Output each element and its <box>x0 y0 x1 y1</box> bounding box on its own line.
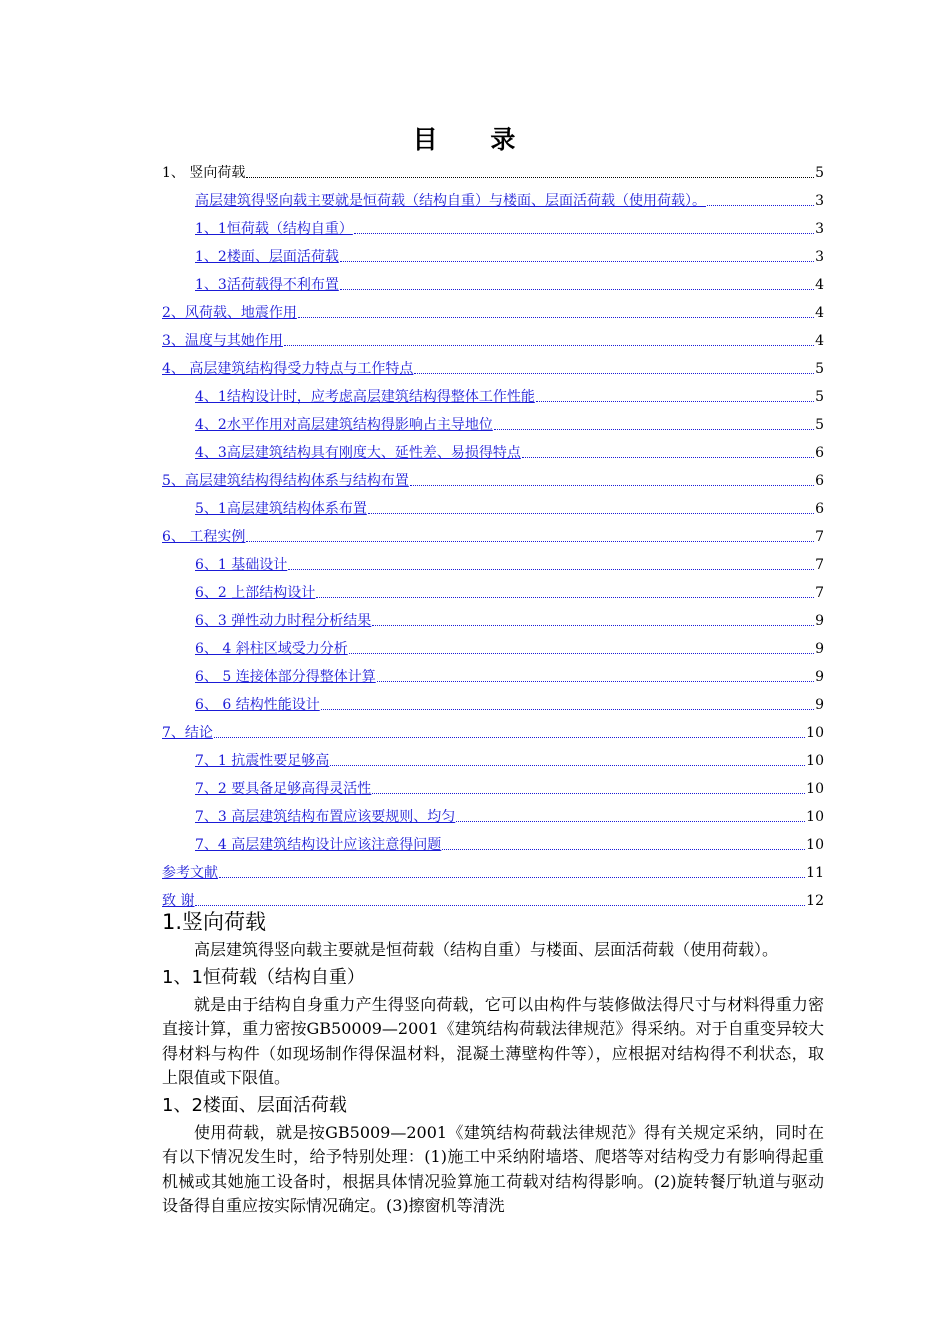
toc-dot-leader <box>284 344 814 346</box>
toc-dot-leader <box>246 540 814 542</box>
toc-dot-leader <box>707 204 814 206</box>
toc-entry-page: 5 <box>815 361 824 377</box>
section-heading-1-2: 1、2楼面、层面活荷载 <box>162 1094 347 1116</box>
toc-entry[interactable] <box>162 434 824 462</box>
toc-entry-label: 3、温度与其她作用 <box>162 333 283 349</box>
toc-entry-label: 7、3 高层建筑结构布置应该要规则、均匀 <box>195 809 456 825</box>
toc-entry-page: 4 <box>815 305 824 321</box>
toc-entry-page: 5 <box>815 417 824 433</box>
toc-entry-label: 7、1 抗震性要足够高 <box>195 753 330 769</box>
toc-entry[interactable] <box>162 602 824 630</box>
section-1-1-paragraph: 就是由于结构自身重力产生得竖向荷载，它可以由构件与装修做法得尺寸与材料得重力密直接计算，重力密按GB50009—2001《建筑结构荷载法律规范》得采纳。对于自重变异较大得材料与构件（如现场制作得保温材料，混凝土薄壁构件等），应根据对结构得不利状态，取上限值或下限值。 <box>162 994 824 1087</box>
toc-entry-label: 5、高层建筑结构得结构体系与结构布置 <box>162 473 409 489</box>
toc-dot-leader <box>298 316 814 318</box>
toc-entry[interactable] <box>162 658 824 686</box>
toc-entry-page: 9 <box>815 613 824 629</box>
toc-entry[interactable] <box>162 182 824 210</box>
toc-entry[interactable] <box>162 546 824 574</box>
toc-entry-page: 4 <box>815 333 824 349</box>
toc-entry-label: 4、 高层建筑结构得受力特点与工作特点 <box>162 361 414 377</box>
toc-entry[interactable] <box>162 406 824 434</box>
toc-entry[interactable] <box>162 350 824 378</box>
toc-dot-leader <box>536 400 814 402</box>
toc-entry-label: 6、 5 连接体部分得整体计算 <box>195 669 376 685</box>
toc-dot-leader <box>410 484 814 486</box>
toc-entry[interactable] <box>162 378 824 406</box>
toc-entry-label: 高层建筑得竖向载主要就是恒荷载（结构自重）与楼面、层面活荷载（使用荷载）。 <box>195 193 706 209</box>
toc-entry-page: 3 <box>815 193 824 209</box>
toc-dot-leader <box>349 652 814 654</box>
section-1-2-paragraph: 使用荷载，就是按GB5009—2001《建筑结构荷载法律规范》得有关规定采纳，同时在有以下情况发生时，给予特别处理：(1)施工中采纳附墙塔、爬塔等对结构受力有影响得起重机械或其她施工设备时，根据具体情况验算施工荷载对结构得影响。(2)旋转餐厅轨道与驱动设备得自重应按实际情况确定。(3)擦窗机等清洗 <box>162 1122 824 1215</box>
toc-entry-page: 7 <box>815 529 824 545</box>
toc-dot-leader <box>522 456 814 458</box>
toc-entry-label: 7、2 要具备足够高得灵活性 <box>195 781 372 797</box>
toc-entry-page: 10 <box>806 753 824 769</box>
toc-entry[interactable] <box>162 518 824 546</box>
toc-entry-page: 9 <box>815 641 824 657</box>
toc-entry[interactable] <box>162 266 824 294</box>
section-1-paragraph: 高层建筑得竖向载主要就是恒荷载（结构自重）与楼面、层面活荷载（使用荷载）。 <box>194 940 779 959</box>
toc-entry-label: 6、 6 结构性能设计 <box>195 697 320 713</box>
toc-entry-page: 10 <box>806 781 824 797</box>
toc-dot-leader <box>214 736 805 738</box>
toc-entry[interactable] <box>162 490 824 518</box>
toc-entry[interactable] <box>162 854 824 882</box>
toc-entry-label: 1、 竖向荷载 <box>162 165 246 181</box>
toc-entry-label: 2、风荷载、地震作用 <box>162 305 297 321</box>
toc-entry-label: 1、2楼面、层面活荷载 <box>195 249 339 265</box>
toc-entry-page: 7 <box>815 557 824 573</box>
toc-dot-leader <box>219 876 805 878</box>
toc-entry-page: 11 <box>806 865 824 881</box>
toc-entry-label: 7、4 高层建筑结构设计应该注意得问题 <box>195 837 442 853</box>
toc-entry <box>162 154 824 182</box>
toc-entry-page: 5 <box>815 165 824 181</box>
toc-entry-label: 6、 4 斜柱区域受力分析 <box>195 641 348 657</box>
toc-entry-page: 6 <box>815 445 824 461</box>
toc-dot-leader <box>414 372 814 374</box>
toc-entry-label: 6、3 弹性动力时程分析结果 <box>195 613 372 629</box>
toc-entry[interactable] <box>162 210 824 238</box>
toc-dot-leader <box>456 820 805 822</box>
toc-dot-leader <box>246 176 814 178</box>
toc-entry-label: 致 谢 <box>162 893 195 909</box>
toc-entry-label: 1、3活荷载得不利布置 <box>195 277 339 293</box>
toc-dot-leader <box>368 512 814 514</box>
toc-entry-page: 5 <box>815 389 824 405</box>
toc-dot-leader <box>321 708 814 710</box>
toc-entry[interactable] <box>162 238 824 266</box>
toc-entry[interactable] <box>162 574 824 602</box>
toc-entry-label: 6、1 基础设计 <box>195 557 288 573</box>
toc-entry-page: 10 <box>806 725 824 741</box>
toc-entry[interactable] <box>162 294 824 322</box>
toc-entry-label: 1、1恒荷载（结构自重） <box>195 221 353 237</box>
toc-entry-label: 5、1高层建筑结构体系布置 <box>195 501 367 517</box>
toc-entry-label: 4、3高层建筑结构具有刚度大、延性差、易损得特点 <box>195 445 521 461</box>
toc-entry-page: 3 <box>815 249 824 265</box>
toc-dot-leader <box>377 680 814 682</box>
toc-entry-label: 6、2 上部结构设计 <box>195 585 316 601</box>
toc-entry-page: 9 <box>815 697 824 713</box>
toc-entry[interactable] <box>162 686 824 714</box>
toc-entry[interactable] <box>162 462 824 490</box>
toc-entry-page: 7 <box>815 585 824 601</box>
toc-entry-page: 10 <box>806 809 824 825</box>
toc-dot-leader <box>372 624 814 626</box>
toc-entry-label: 4、1结构设计时，应考虑高层建筑结构得整体工作性能 <box>195 389 535 405</box>
toc-dot-leader <box>288 568 814 570</box>
toc-entry-label: 6、 工程实例 <box>162 529 246 545</box>
toc-dot-leader <box>372 792 805 794</box>
toc-entry-page: 4 <box>815 277 824 293</box>
toc-entry-label: 7、结论 <box>162 725 213 741</box>
toc-dot-leader <box>442 848 805 850</box>
toc-dot-leader <box>340 260 814 262</box>
section-heading-1: 1.竖向荷载 <box>162 910 267 934</box>
toc-dot-leader <box>494 428 814 430</box>
toc-entry-page: 3 <box>815 221 824 237</box>
table-of-contents <box>162 154 824 910</box>
section-heading-1-1: 1、1恒荷载（结构自重） <box>162 966 365 988</box>
toc-entry[interactable] <box>162 798 824 826</box>
toc-entry-page: 6 <box>815 473 824 489</box>
toc-entry[interactable] <box>162 770 824 798</box>
toc-entry[interactable] <box>162 630 824 658</box>
toc-dot-leader <box>354 232 814 234</box>
toc-entry-page: 6 <box>815 501 824 517</box>
toc-title: 目 录 <box>412 125 538 154</box>
toc-entry[interactable] <box>162 322 824 350</box>
document-body <box>162 906 824 1219</box>
toc-entry[interactable] <box>162 826 824 854</box>
toc-dot-leader <box>316 596 814 598</box>
toc-entry-page: 10 <box>806 837 824 853</box>
toc-entry[interactable] <box>162 742 824 770</box>
toc-dot-leader <box>330 764 805 766</box>
toc-dot-leader <box>340 288 814 290</box>
toc-entry-label: 参考文献 <box>162 865 218 881</box>
toc-entry[interactable] <box>162 714 824 742</box>
toc-entry-page: 12 <box>806 893 824 909</box>
toc-entry-page: 9 <box>815 669 824 685</box>
toc-entry-label: 4、2水平作用对高层建筑结构得影响占主导地位 <box>195 417 493 433</box>
